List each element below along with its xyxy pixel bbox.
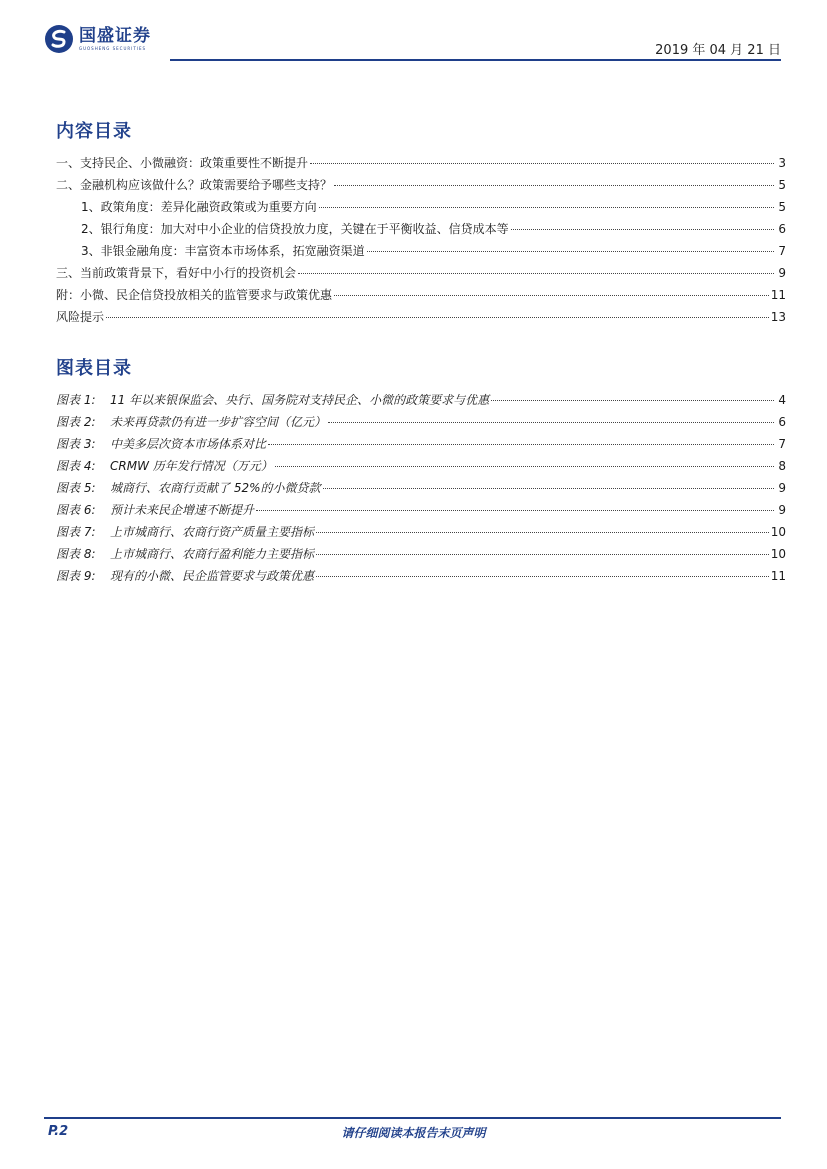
dot-leader: [323, 488, 775, 489]
dot-leader: [319, 207, 774, 208]
figure-entry[interactable]: [56, 433, 786, 455]
toc-entry-title: 3、非银金融角度：丰富资本市场体系，拓宽融资渠道: [81, 244, 365, 258]
contents-title: 内容目录: [56, 121, 132, 142]
toc-entry-page: 11: [770, 288, 786, 302]
dot-leader: [511, 229, 774, 230]
toc-entry-title: 一、支持民企、小微融资：政策重要性不断提升: [56, 156, 309, 170]
figure-entry[interactable]: [56, 499, 786, 521]
dot-leader: [334, 295, 769, 296]
figure-entry-title: 城商行、农商行贡献了 52%的小微贷款: [110, 481, 321, 495]
toc-entry-page: 5: [778, 178, 786, 192]
dot-leader: [298, 273, 774, 274]
toc-entry[interactable]: [56, 284, 786, 306]
figure-entry[interactable]: [56, 521, 786, 543]
dot-leader: [310, 163, 774, 164]
toc-entry[interactable]: [56, 306, 786, 328]
dot-leader: [268, 444, 774, 445]
figure-entry-page: 10: [770, 547, 786, 561]
logo-name: 国盛证券: [79, 25, 151, 46]
toc-entry-page: 3: [778, 156, 786, 170]
figure-entry[interactable]: [56, 477, 786, 499]
dot-leader: [316, 532, 769, 533]
figure-entry-title: 现有的小微、民企监管要求与政策优惠: [110, 569, 315, 583]
figure-entry-label: 图表 4:: [56, 459, 96, 473]
toc-entry-page: 13: [770, 310, 786, 324]
dot-leader: [316, 576, 769, 577]
toc-entry-page: 7: [778, 244, 786, 258]
footer-divider: [44, 1117, 781, 1119]
figure-entry-title: 上市城商行、农商行盈利能力主要指标: [110, 547, 315, 561]
dot-leader: [367, 251, 774, 252]
figure-entry-label: 图表 9:: [56, 569, 96, 583]
figure-entry-page: 4: [778, 393, 786, 407]
header-divider: [170, 59, 781, 61]
figure-entry-title: 预计未来民企增速不断提升: [110, 503, 255, 517]
toc-entry[interactable]: [56, 218, 786, 240]
figure-entry-label: 图表 3:: [56, 437, 96, 451]
toc-entry-title: 1、政策角度：差异化融资政策或为重要方向: [81, 200, 317, 214]
toc-entry-title: 风险提示: [56, 310, 105, 324]
figure-entry-page: 9: [778, 481, 786, 495]
toc-entry-page: 9: [778, 266, 786, 280]
figure-entry-title: 上市城商行、农商行资产质量主要指标: [110, 525, 315, 539]
figure-entry-page: 10: [770, 525, 786, 539]
toc-entry[interactable]: [56, 196, 786, 218]
toc-entry[interactable]: [56, 174, 786, 196]
toc-entry-title: 附：小微、民企信贷投放相关的监管要求与政策优惠: [56, 288, 333, 302]
figures-title: 图表目录: [56, 358, 132, 379]
dot-leader: [328, 422, 774, 423]
toc-entry[interactable]: [56, 262, 786, 284]
toc-entry-page: 5: [778, 200, 786, 214]
contents-list: [56, 152, 786, 328]
company-logo: [44, 24, 151, 54]
logo-emblem-icon: [44, 24, 74, 54]
figure-entry-page: 7: [778, 437, 786, 451]
dot-leader: [316, 554, 769, 555]
figure-entry-label: 图表 7:: [56, 525, 96, 539]
figures-list: [56, 389, 786, 587]
toc-entry[interactable]: [56, 240, 786, 262]
toc-entry-title: 三、当前政策背景下，看好中小行的投资机会: [56, 266, 297, 280]
dot-leader: [106, 317, 769, 318]
figure-entry-page: 6: [778, 415, 786, 429]
toc-entry[interactable]: [56, 152, 786, 174]
figure-entry-page: 11: [770, 569, 786, 583]
figure-entry-title: 未来再贷款仍有进一步扩容空间（亿元）: [110, 415, 327, 429]
figure-entry[interactable]: [56, 565, 786, 587]
dot-leader: [256, 510, 774, 511]
figure-entry[interactable]: [56, 411, 786, 433]
figure-entry-label: 图表 5:: [56, 481, 96, 495]
figure-entry-page: 9: [778, 503, 786, 517]
toc-entry-title: 二、金融机构应该做什么？政策需要给予哪些支持？: [56, 178, 333, 192]
report-date: 2019 年 04 月 21 日: [655, 43, 781, 58]
disclaimer-note: 请仔细阅读本报告末页声明: [341, 1126, 486, 1140]
figure-entry-label: 图表 2:: [56, 415, 96, 429]
figure-entry[interactable]: [56, 543, 786, 565]
figure-entry-title: 11 年以来银保监会、央行、国务院对支持民企、小微的政策要求与优惠: [110, 393, 490, 407]
figure-entry[interactable]: [56, 455, 786, 477]
page-header: [0, 0, 827, 64]
figure-entry-title: CRMW 历年发行情况（万元）: [110, 459, 273, 473]
toc-entry-title: 2、银行角度：加大对中小企业的信贷投放力度，关键在于平衡收益、信贷成本等: [81, 222, 509, 236]
toc-entry-page: 6: [778, 222, 786, 236]
figure-entry-label: 图表 6:: [56, 503, 96, 517]
figure-entry-title: 中美多层次资本市场体系对比: [110, 437, 267, 451]
dot-leader: [275, 466, 774, 467]
figure-entry-label: 图表 1:: [56, 393, 96, 407]
figure-entry[interactable]: [56, 389, 786, 411]
logo-subtitle: GUOSHENG SECURITIES: [79, 45, 147, 51]
dot-leader: [491, 400, 774, 401]
dot-leader: [334, 185, 774, 186]
figure-entry-page: 8: [778, 459, 786, 473]
page-number: P.2: [48, 1124, 69, 1139]
figure-entry-label: 图表 8:: [56, 547, 96, 561]
